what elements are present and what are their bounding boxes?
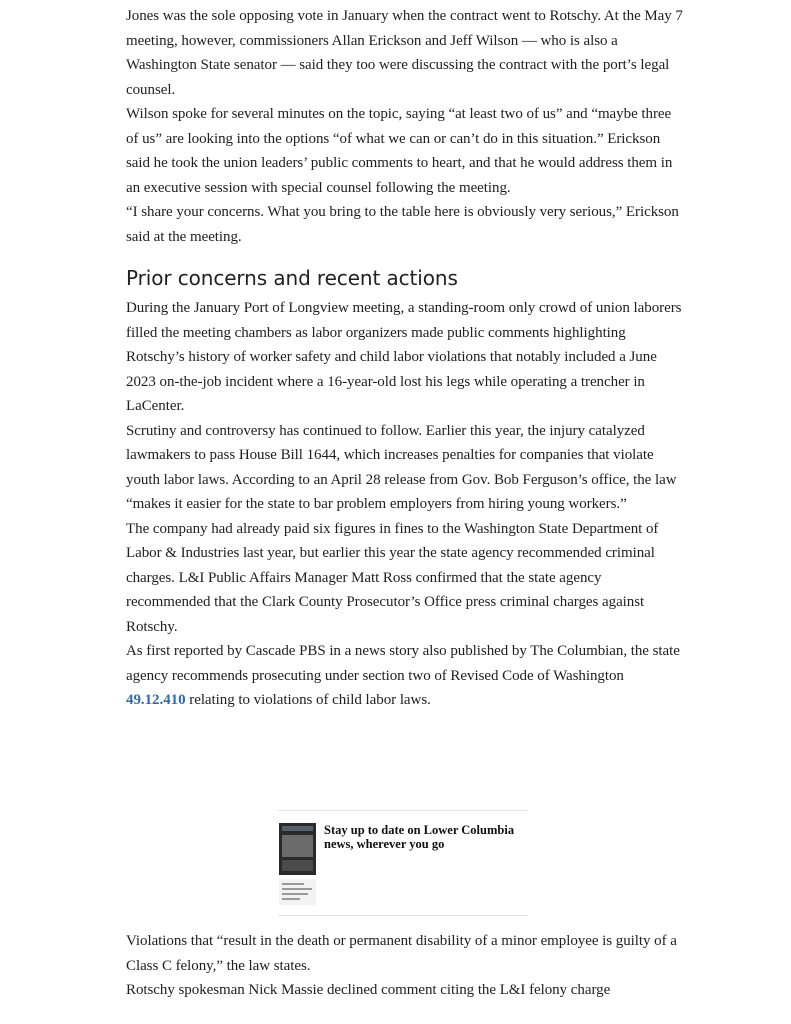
- paragraph-3: “I share your concerns. What you bring to the table here is obviously very serious,” Erickson said at the meeting.: [126, 204, 679, 245]
- paragraph-6: The company had already paid six figures in fines to the Washington State Department of Labor & Industries last year, but earlier this year the state agency recommended criminal charges. L&I Public Affairs Manager Matt Ross confirmed that the state agency recommended that the Clark County Prosecutor’s Office press criminal charges against Rotschy.: [126, 520, 659, 635]
- article-body: [126, 0, 686, 713]
- paragraph-9: Rotschy spokesman Nick Massie declined comment citing the L&I felony charge: [126, 982, 611, 998]
- thumbnail-text-lines: [279, 879, 316, 905]
- paragraph-1: Jones was the sole opposing vote in January when the contract went to Rotschy. At the May 7 meeting, however, commissioners Allan Erickson and Jeff Wilson — who is also a Washington State senator — said they too were discussing the contract with the port’s legal counsel.: [126, 8, 683, 98]
- paragraph-7-text-b: relating to violations of child labor laws.: [185, 692, 431, 708]
- promo-headline[interactable]: Stay up to date on Lower Columbia news, wherever you go: [324, 823, 515, 851]
- paragraph-5: Scrutiny and controversy has continued to follow. Earlier this year, the injury catalyzed lawmakers to pass House Bill 1644, which increases penalties for companies that violate youth labor laws. According to an April 28 release from Gov. Bob Ferguson’s office, the law “makes it easier for the state to bar problem employers from hiring young workers.”: [126, 422, 677, 512]
- newsletter-promo[interactable]: [278, 810, 528, 916]
- paragraph-2: Wilson spoke for several minutes on the topic, saying “at least two of us” and “maybe three of us” are looking into the options “of what we can or can’t do in this situation.” Erickson said he took the union leaders’ public comments to heart, and that he would address them in an executive session with special counsel following the meeting.: [126, 106, 673, 196]
- thumbnail-header-image: [279, 823, 316, 875]
- paragraph-8: Violations that “result in the death or permanent disability of a minor employee is guilty of a Class C felony,” the law states.: [126, 933, 677, 974]
- article-body-continued: [126, 929, 686, 1003]
- paragraph-7-text-a: As first reported by Cascade PBS in a news story also published by The Columbian, the state agency recommends prosecuting under section two of Revised Code of Washington: [126, 643, 680, 684]
- paragraph-7: [126, 639, 686, 713]
- newsletter-preview-thumbnail-icon[interactable]: [279, 823, 316, 905]
- section-heading: Prior concerns and recent actions: [126, 266, 458, 290]
- paragraph-4: During the January Port of Longview meeting, a standing-room only crowd of union laborers filled the meeting chambers as labor organizers made public comments highlighting Rotschy’s history of worker safety and child labor violations that notably included a June 2023 on-the-job incident where a 16-year-old lost his legs while operating a trencher in LaCenter.: [126, 300, 682, 414]
- rcw-link[interactable]: 49.12.410: [126, 692, 186, 708]
